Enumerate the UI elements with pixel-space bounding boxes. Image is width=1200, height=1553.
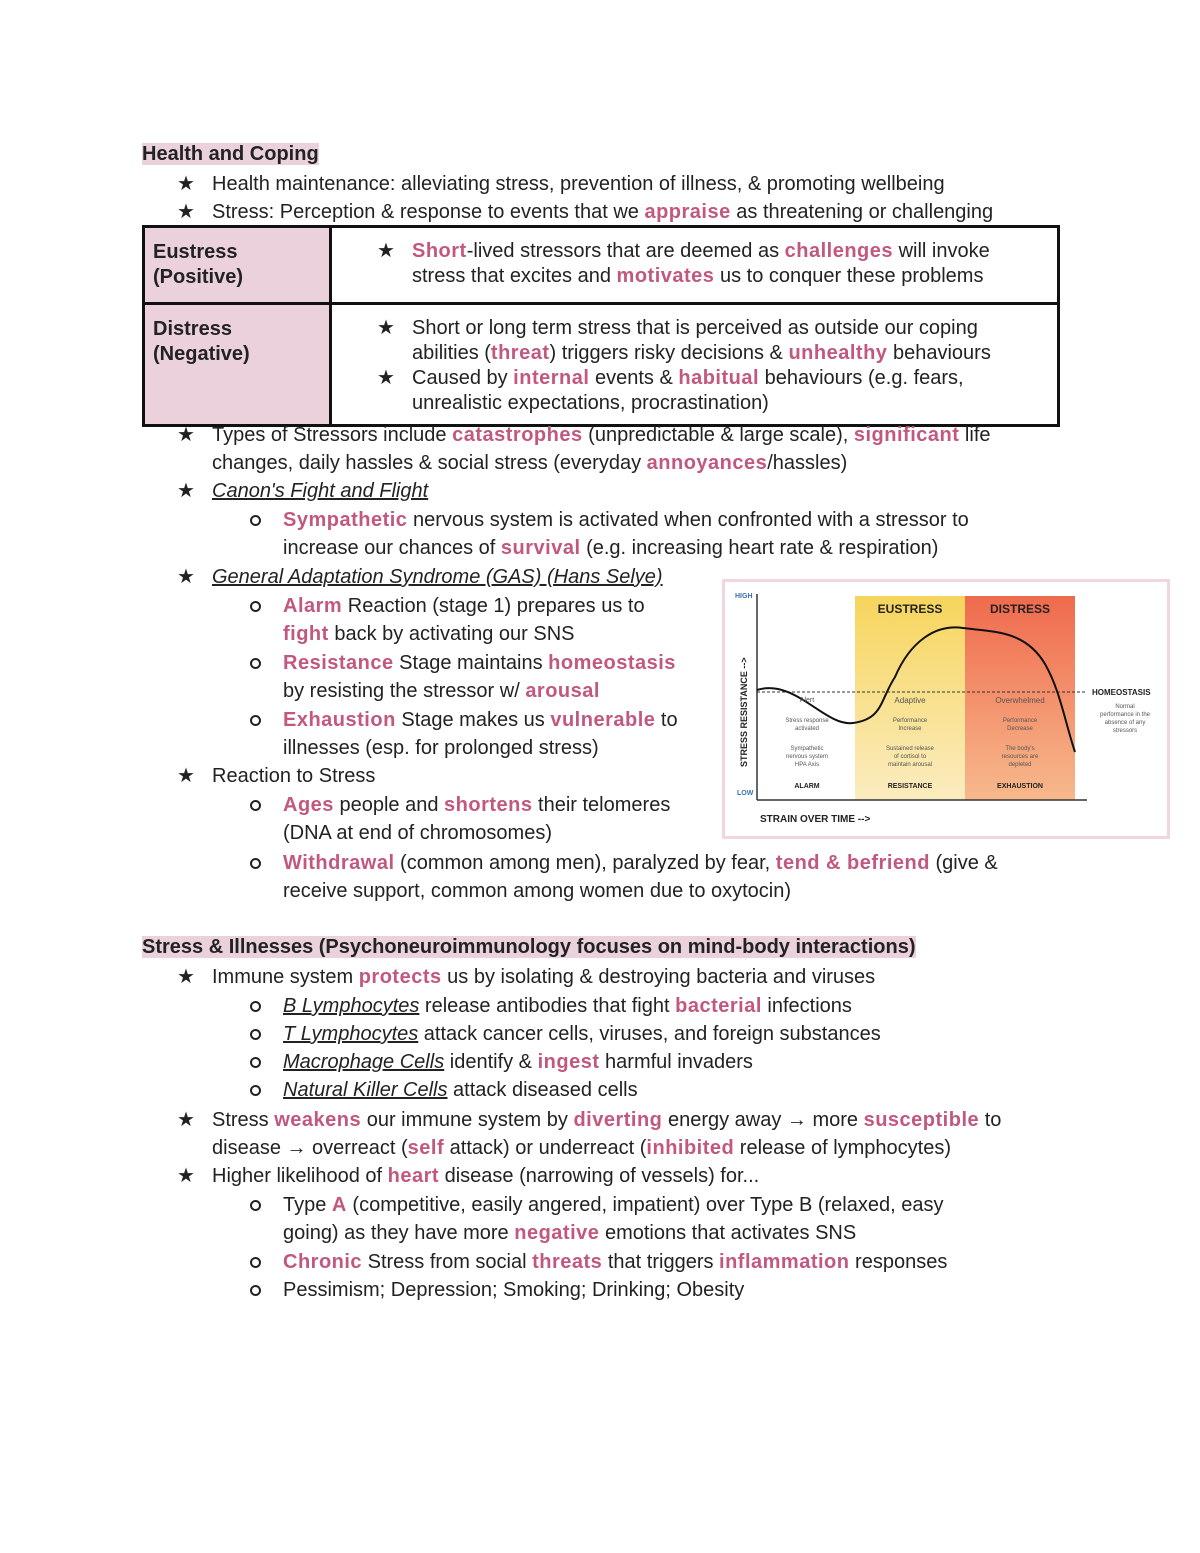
gas-diagram <box>725 582 1167 836</box>
sub-bullet-text: by resisting the stressor w/ arousal <box>283 680 600 702</box>
gas-figure <box>722 579 1170 839</box>
circle-bullet-icon <box>250 1029 261 1040</box>
alarm-note: nervous system <box>785 754 829 760</box>
star-bullet-icon: ★ <box>177 566 195 588</box>
exhaustion-note: The body's <box>1005 746 1035 752</box>
bullet-text: Stress weakens our immune system by diverting energy away → more susceptible to <box>212 1109 1002 1131</box>
sub-bullet-text: Alarm Reaction (stage 1) prepares us to <box>283 595 645 617</box>
overwhelmed-label: Overwhelmed <box>995 696 1045 705</box>
exhaustion-note: Decrease <box>1007 726 1033 732</box>
circle-bullet-icon <box>250 1085 261 1096</box>
resistance-note: Performance <box>892 718 928 724</box>
sub-bullet-text: Exhaustion Stage makes us vulnerable to <box>283 709 678 731</box>
circle-bullet-icon <box>250 1200 261 1211</box>
alarm-note: Sympathetic <box>790 746 824 752</box>
sub-bullet-text: B Lymphocytes release antibodies that fight bacterial infections <box>283 995 852 1017</box>
sub-bullet-text: Resistance Stage maintains homeostasis <box>283 652 676 674</box>
eustress-title: EUSTRESS <box>877 602 943 616</box>
star-bullet-icon: ★ <box>377 240 395 262</box>
bullet-text: General Adaptation Syndrome (GAS) (Hans Selye) <box>212 566 663 588</box>
circle-bullet-icon <box>250 1001 261 1012</box>
x-axis-label: STRAIN OVER TIME --> <box>760 814 871 825</box>
exhaustion-note: depleted <box>1008 762 1032 768</box>
sub-bullet-text: Withdrawal (common among men), paralyzed by fear, tend & befriend (give & <box>283 852 998 874</box>
exhaustion-note: resources are <box>1001 754 1039 760</box>
alarm-note: HPA Axis <box>794 762 820 768</box>
star-bullet-icon: ★ <box>177 966 195 988</box>
circle-bullet-icon <box>250 800 261 811</box>
sub-bullet-text: going) as they have more negative emotions that activates SNS <box>283 1222 857 1244</box>
bullet-text: disease → overreact (self attack) or underreact (inhibited release of lymphocytes) <box>212 1137 952 1159</box>
y-low-label: LOW <box>737 790 754 797</box>
bullet-text: Stress: Perception & response to events that we appraise as threatening or challenging <box>212 201 994 223</box>
table-row <box>144 227 1059 304</box>
y-high-label: HIGH <box>735 593 753 600</box>
homeostasis-note: performance in the <box>1099 712 1151 718</box>
bullet-text: Reaction to Stress <box>212 765 376 787</box>
homeostasis-note: Normal <box>1115 704 1135 710</box>
sub-bullet-text: Natural Killer Cells attack diseased cells <box>283 1079 638 1101</box>
star-bullet-icon: ★ <box>177 480 195 502</box>
sub-bullet-text: receive support, common among women due to oxytocin) <box>283 880 792 902</box>
bullet-text: Higher likelihood of heart disease (narrowing of vessels) for... <box>212 1165 760 1187</box>
bullet-text: Health maintenance: alleviating stress, prevention of illness, & promoting wellbeing <box>212 173 945 195</box>
section-heading: Health and Coping <box>142 143 319 165</box>
alarm-note: Stress response <box>785 718 829 724</box>
bullet-text: Canon's Fight and Flight <box>212 480 429 502</box>
homeostasis-note: absence of any <box>1104 720 1146 726</box>
circle-bullet-icon <box>250 601 261 612</box>
resistance-note: of cortisol to <box>893 754 927 760</box>
alert-label: Alert <box>799 697 815 704</box>
circle-bullet-icon <box>250 658 261 669</box>
sub-bullet-text: fight back by activating our SNS <box>283 623 575 645</box>
sub-bullet-text: illnesses (esp. for prolonged stress) <box>283 737 599 759</box>
circle-bullet-icon <box>250 858 261 869</box>
homeostasis-label: HOMEOSTASIS <box>1092 688 1151 697</box>
eustress-description: ★ Short-lived stressors that are deemed as challenges will invoke stress that excites and motivates us to conquer these problems <box>331 227 1059 304</box>
sub-bullet-text: Chronic Stress from social threats that triggers inflammation responses <box>283 1251 948 1273</box>
circle-bullet-icon <box>250 1257 261 1268</box>
star-bullet-icon: ★ <box>177 173 195 195</box>
sub-bullet-text: T Lymphocytes attack cancer cells, viruses, and foreign substances <box>283 1023 881 1045</box>
resistance-note: Sustained release <box>885 746 935 752</box>
table-row <box>144 304 1059 426</box>
distress-description: ★ Short or long term stress that is perceived as outside our coping abilities (threat) triggers risky decisions & unhealthy behaviours ★ Caused by internal events & habitual behaviours (e.g. fears, unrealistic expectations, procrastination) <box>331 304 1059 426</box>
sub-bullet-text: Sympathetic nervous system is activated when confronted with a stressor to <box>283 509 969 531</box>
alarm-stage-label: ALARM <box>794 783 820 790</box>
star-bullet-icon: ★ <box>177 1165 195 1187</box>
distress-title: DISTRESS <box>989 602 1051 616</box>
resistance-stage-label: RESISTANCE <box>887 783 933 790</box>
resistance-note: maintain arousal <box>887 762 933 768</box>
exhaustion-note: Performance <box>1002 718 1038 724</box>
bullet-text: Immune system protects us by isolating & destroying bacteria and viruses <box>212 966 876 988</box>
sub-bullet-text: Pessimism; Depression; Smoking; Drinking; Obesity <box>283 1279 745 1301</box>
resistance-note: Increase <box>898 726 922 732</box>
star-bullet-icon: ★ <box>177 765 195 787</box>
eustress-label: Eustress (Positive) <box>144 227 331 304</box>
star-bullet-icon: ★ <box>177 424 195 446</box>
bullet-text: changes, daily hassles & social stress (everyday annoyances/hassles) <box>212 452 848 474</box>
distress-label: Distress (Negative) <box>144 304 331 426</box>
circle-bullet-icon <box>250 1057 261 1068</box>
bullet-text: Types of Stressors include catastrophes (unpredictable & large scale), significant life <box>212 424 991 446</box>
sub-bullet-text: Type A (competitive, easily angered, impatient) over Type B (relaxed, easy <box>283 1194 944 1216</box>
circle-bullet-icon <box>250 515 261 526</box>
sub-bullet-text: Ages people and shortens their telomeres <box>283 794 671 816</box>
exhaustion-stage-label: EXHAUSTION <box>997 783 1043 790</box>
y-axis-label: STRESS RESISTANCE --> <box>739 657 749 767</box>
sub-bullet-text: Macrophage Cells identify & ingest harmful invaders <box>283 1051 753 1073</box>
circle-bullet-icon <box>250 715 261 726</box>
alarm-note: activated <box>794 726 820 732</box>
adaptive-label: Adaptive <box>894 696 926 705</box>
star-bullet-icon: ★ <box>377 367 395 389</box>
circle-bullet-icon <box>250 1285 261 1296</box>
stress-types-table <box>142 225 1060 427</box>
homeostasis-note: stressors <box>1112 728 1138 734</box>
star-bullet-icon: ★ <box>177 1109 195 1131</box>
sub-bullet-text: (DNA at end of chromosomes) <box>283 822 552 844</box>
star-bullet-icon: ★ <box>177 201 195 223</box>
section-heading: Stress & Illnesses (Psychoneuroimmunology focuses on mind-body interactions) <box>142 936 916 958</box>
sub-bullet-text: increase our chances of survival (e.g. increasing heart rate & respiration) <box>283 537 939 559</box>
star-bullet-icon: ★ <box>377 317 395 339</box>
